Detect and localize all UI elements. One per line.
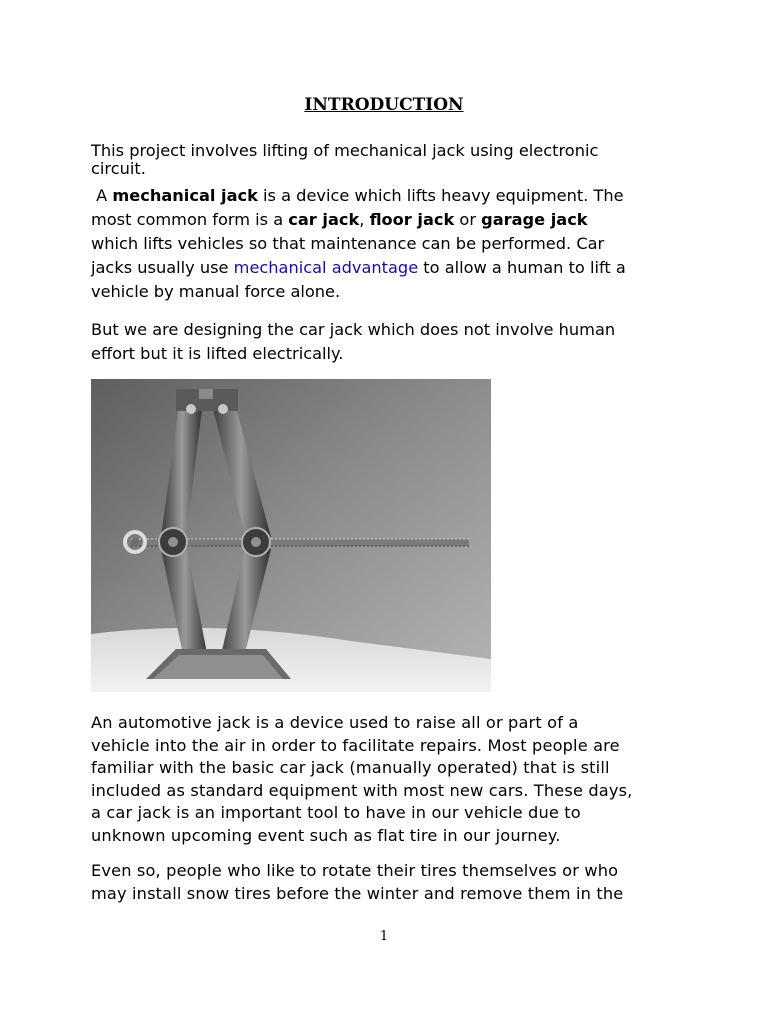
term-mechanical-jack: mechanical jack — [112, 186, 258, 205]
term-garage-jack: garage jack — [481, 210, 588, 229]
text-line — [91, 184, 691, 208]
page-title: INTRODUCTION — [304, 95, 464, 115]
text-line: But we are designing the car jack which does not involve human — [91, 320, 616, 339]
text-run: jacks usually use — [91, 258, 234, 277]
text-line: This project involves lifting of mechanical jack using electronic — [91, 141, 599, 160]
text-line: effort but it is lifted electrically. — [91, 344, 344, 363]
text-run: or — [454, 210, 482, 229]
text-line — [91, 256, 691, 280]
text-line: which lifts vehicles so that maintenance can be performed. Car — [91, 234, 605, 253]
text-line: vehicle by manual force alone. — [91, 282, 341, 301]
paragraph-intro — [91, 142, 691, 178]
term-car-jack: car jack — [288, 210, 360, 229]
text-line: An automotive jack is a device used to raise all or part of a — [91, 713, 579, 732]
text-line: familiar with the basic car jack (manually operated) that is still — [91, 758, 610, 777]
text-line: unknown upcoming event such as flat tire in our journey. — [91, 825, 561, 845]
car-jack-photo — [91, 379, 491, 692]
mechanical-advantage-link[interactable]: mechanical advantage — [233, 258, 419, 277]
page-number: 1 — [379, 929, 389, 944]
text-run: most common form is a — [91, 210, 289, 229]
text-line: circuit. — [91, 159, 146, 178]
term-floor-jack: floor jack — [369, 210, 455, 229]
text-line: may install snow tires before the winter and remove them in the — [91, 883, 624, 903]
text-line: a car jack is an important tool to have in our vehicle due to — [91, 803, 581, 822]
paragraph-definition — [91, 184, 691, 304]
text-run: , — [359, 210, 370, 229]
text-run: is a device which lifts heavy equipment. The — [257, 186, 624, 205]
text-line: included as standard equipment with most new cars. These days, — [91, 780, 633, 800]
text-run: A — [96, 186, 113, 205]
text-line: vehicle into the air in order to facilitate repairs. Most people are — [91, 735, 620, 755]
text-line — [91, 208, 691, 232]
text-line: Even so, people who like to rotate their tires themselves or who — [91, 861, 619, 880]
paragraph-tires — [91, 860, 691, 905]
paragraph-automotive-jack — [91, 712, 691, 847]
text-run: to allow a human to lift a — [418, 258, 626, 277]
paragraph-design — [91, 318, 691, 366]
